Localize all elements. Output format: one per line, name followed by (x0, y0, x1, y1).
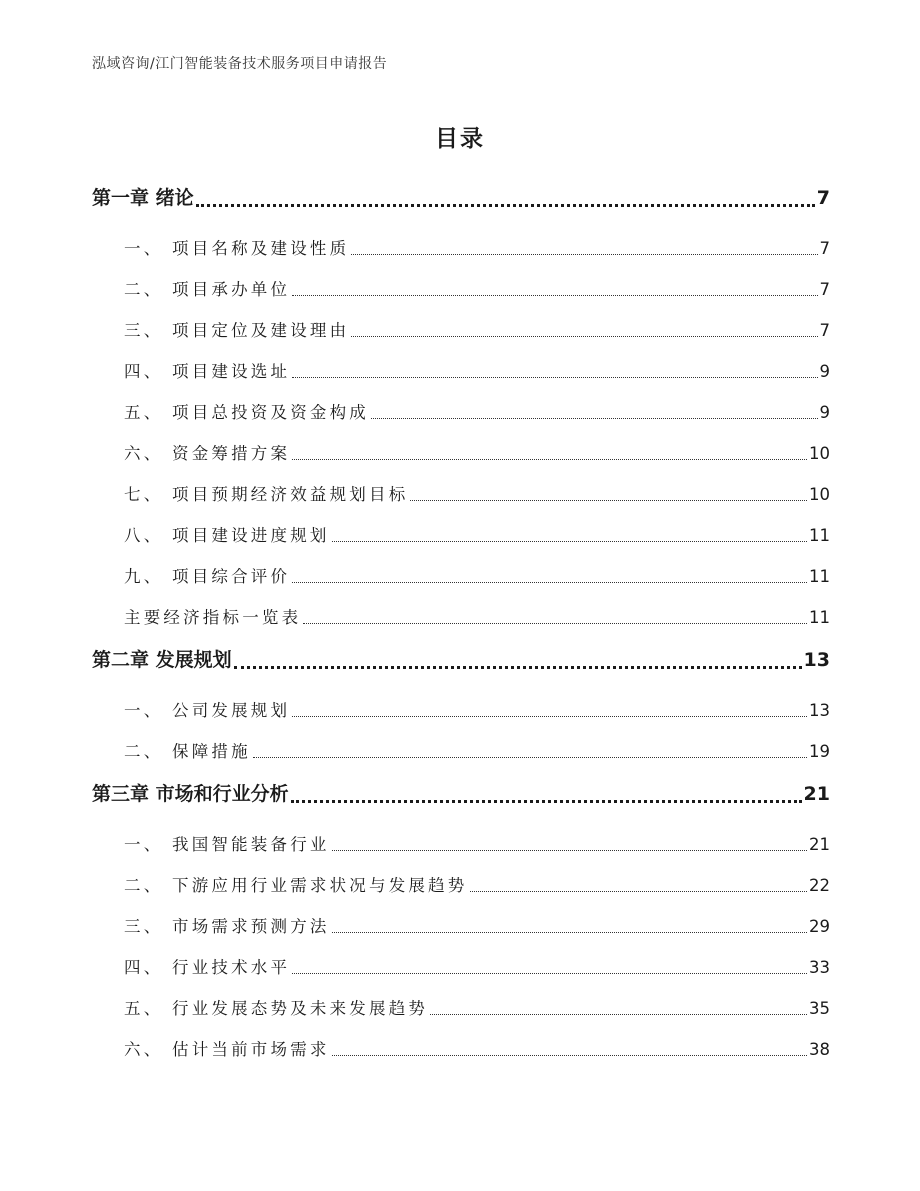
toc-section-number: 四、 (124, 958, 164, 977)
toc-section-label: 项目预期经济效益规划目标 (172, 485, 409, 504)
toc-page-number: 22 (809, 876, 830, 895)
toc-section-number: 三、 (124, 917, 164, 936)
toc-section-number: 二、 (124, 742, 164, 761)
toc-section-label-wrap (124, 474, 408, 515)
toc-page-number: 21 (803, 783, 830, 805)
toc-page-number: 10 (809, 444, 830, 463)
toc-page-number: 7 (816, 187, 830, 209)
toc-section-label-wrap (124, 988, 428, 1029)
toc-dot-leader (332, 849, 807, 851)
toc-section-label: 行业技术水平 (172, 958, 291, 977)
toc-section-number: 九、 (124, 567, 164, 586)
toc-section-label-wrap (124, 597, 301, 638)
toc-section-label: 我国智能装备行业 (172, 835, 330, 854)
toc-section-label-wrap (124, 310, 349, 351)
toc-page-number: 9 (819, 403, 830, 422)
toc-page-number: 7 (819, 321, 830, 340)
toc-section-label-wrap (124, 947, 290, 988)
toc-section-label: 项目综合评价 (172, 567, 291, 586)
toc-title: 目录 (435, 126, 485, 152)
toc-section-entry[interactable] (92, 906, 830, 947)
toc-section-label-wrap (124, 731, 251, 772)
toc-dot-leader (351, 335, 817, 337)
toc-section-label-wrap (124, 228, 349, 269)
toc-dot-leader (292, 972, 807, 974)
toc-section-number: 二、 (124, 280, 164, 299)
toc-section-number: 三、 (124, 321, 164, 340)
toc-page-number: 11 (809, 567, 830, 586)
toc-dot-leader (351, 253, 817, 255)
toc-section-entry[interactable] (92, 310, 830, 351)
toc-chapter-entry[interactable] (92, 638, 830, 682)
toc-section-number: 一、 (124, 701, 164, 720)
toc-page-number: 11 (809, 608, 830, 627)
toc-page-number: 13 (803, 649, 830, 671)
toc-section-entry[interactable] (92, 351, 830, 392)
toc-section-number: 五、 (124, 999, 164, 1018)
toc-section-entry[interactable] (92, 865, 830, 906)
toc-section-entry[interactable] (92, 690, 830, 731)
toc-section-label-wrap (124, 1029, 330, 1070)
toc-section-entry[interactable] (92, 515, 830, 556)
toc-section-label-wrap (124, 824, 330, 865)
toc-section-label: 主要经济指标一览表 (124, 608, 302, 627)
toc-section-label: 估计当前市场需求 (172, 1040, 330, 1059)
toc-section-entry[interactable] (92, 947, 830, 988)
toc-dot-leader (470, 890, 808, 892)
toc-section-label-wrap (124, 351, 290, 392)
toc-section-number: 一、 (124, 835, 164, 854)
toc-section-label-wrap (124, 269, 290, 310)
toc-section-number: 五、 (124, 403, 164, 422)
toc-section-label-wrap (124, 433, 290, 474)
toc-section-number: 六、 (124, 444, 164, 463)
toc-dot-leader (253, 756, 807, 758)
toc-section-number: 八、 (124, 526, 164, 545)
toc-page-number: 19 (809, 742, 830, 761)
toc-page-number: 38 (809, 1040, 830, 1059)
toc-chapter-entry[interactable] (92, 176, 830, 220)
toc-section-entry[interactable] (92, 474, 830, 515)
toc-section-label-wrap (124, 556, 290, 597)
table-of-contents (92, 176, 830, 1070)
toc-section-label: 项目建设选址 (172, 362, 291, 381)
toc-section-label: 行业发展态势及未来发展趋势 (172, 999, 429, 1018)
toc-dot-leader (196, 203, 815, 207)
toc-dot-leader (410, 499, 807, 501)
toc-section-label: 项目总投资及资金构成 (172, 403, 369, 422)
toc-section-label-wrap (124, 690, 290, 731)
toc-section-label: 保障措施 (172, 742, 251, 761)
toc-section-number: 一、 (124, 239, 164, 258)
toc-chapter-label: 第二章 发展规划 (92, 649, 232, 671)
toc-section-label: 项目承办单位 (172, 280, 291, 299)
toc-section-entry[interactable] (92, 433, 830, 474)
toc-section-label-wrap (124, 865, 468, 906)
toc-page-number: 33 (809, 958, 830, 977)
toc-dot-leader (234, 665, 802, 669)
toc-section-entry[interactable] (92, 1029, 830, 1070)
toc-section-label-wrap (124, 515, 330, 556)
toc-section-entry[interactable] (92, 988, 830, 1029)
toc-section-entry[interactable] (92, 824, 830, 865)
toc-dot-leader (332, 1054, 807, 1056)
toc-dot-leader (292, 715, 807, 717)
toc-page-number: 7 (819, 280, 830, 299)
toc-section-number: 二、 (124, 876, 164, 895)
toc-section-entry[interactable] (92, 228, 830, 269)
toc-page-number: 21 (809, 835, 830, 854)
toc-page-number: 9 (819, 362, 830, 381)
toc-page-number: 10 (809, 485, 830, 504)
toc-section-entry[interactable] (92, 269, 830, 310)
toc-page-number: 7 (819, 239, 830, 258)
toc-section-entry[interactable] (92, 556, 830, 597)
toc-dot-leader (430, 1013, 807, 1015)
toc-dot-leader (332, 540, 807, 542)
running-header: 泓域咨询/江门智能装备技术服务项目申请报告 (92, 56, 388, 72)
toc-section-entry[interactable] (92, 392, 830, 433)
toc-dot-leader (371, 417, 818, 419)
toc-dot-leader (292, 376, 817, 378)
toc-dot-leader (291, 799, 802, 803)
toc-dot-leader (292, 581, 807, 583)
toc-chapter-label: 第一章 绪论 (92, 187, 194, 209)
toc-section-label: 市场需求预测方法 (172, 917, 330, 936)
toc-section-number: 四、 (124, 362, 164, 381)
toc-page-number: 29 (809, 917, 830, 936)
toc-dot-leader (292, 294, 817, 296)
toc-dot-leader (332, 931, 807, 933)
toc-section-label: 下游应用行业需求状况与发展趋势 (172, 876, 468, 895)
toc-section-label: 项目名称及建设性质 (172, 239, 350, 258)
toc-dot-leader (292, 458, 807, 460)
toc-section-entry[interactable] (92, 597, 830, 638)
toc-section-number: 七、 (124, 485, 164, 504)
toc-section-label: 资金筹措方案 (172, 444, 291, 463)
toc-dot-leader (303, 622, 807, 624)
toc-section-label: 公司发展规划 (172, 701, 291, 720)
toc-section-entry[interactable] (92, 731, 830, 772)
toc-chapter-entry[interactable] (92, 772, 830, 816)
toc-section-label: 项目定位及建设理由 (172, 321, 350, 340)
toc-section-label: 项目建设进度规划 (172, 526, 330, 545)
toc-page-number: 11 (809, 526, 830, 545)
toc-section-number: 六、 (124, 1040, 164, 1059)
toc-section-label-wrap (124, 906, 330, 947)
toc-page-number: 35 (809, 999, 830, 1018)
toc-chapter-label: 第三章 市场和行业分析 (92, 783, 289, 805)
toc-page-number: 13 (809, 701, 830, 720)
toc-section-label-wrap (124, 392, 369, 433)
